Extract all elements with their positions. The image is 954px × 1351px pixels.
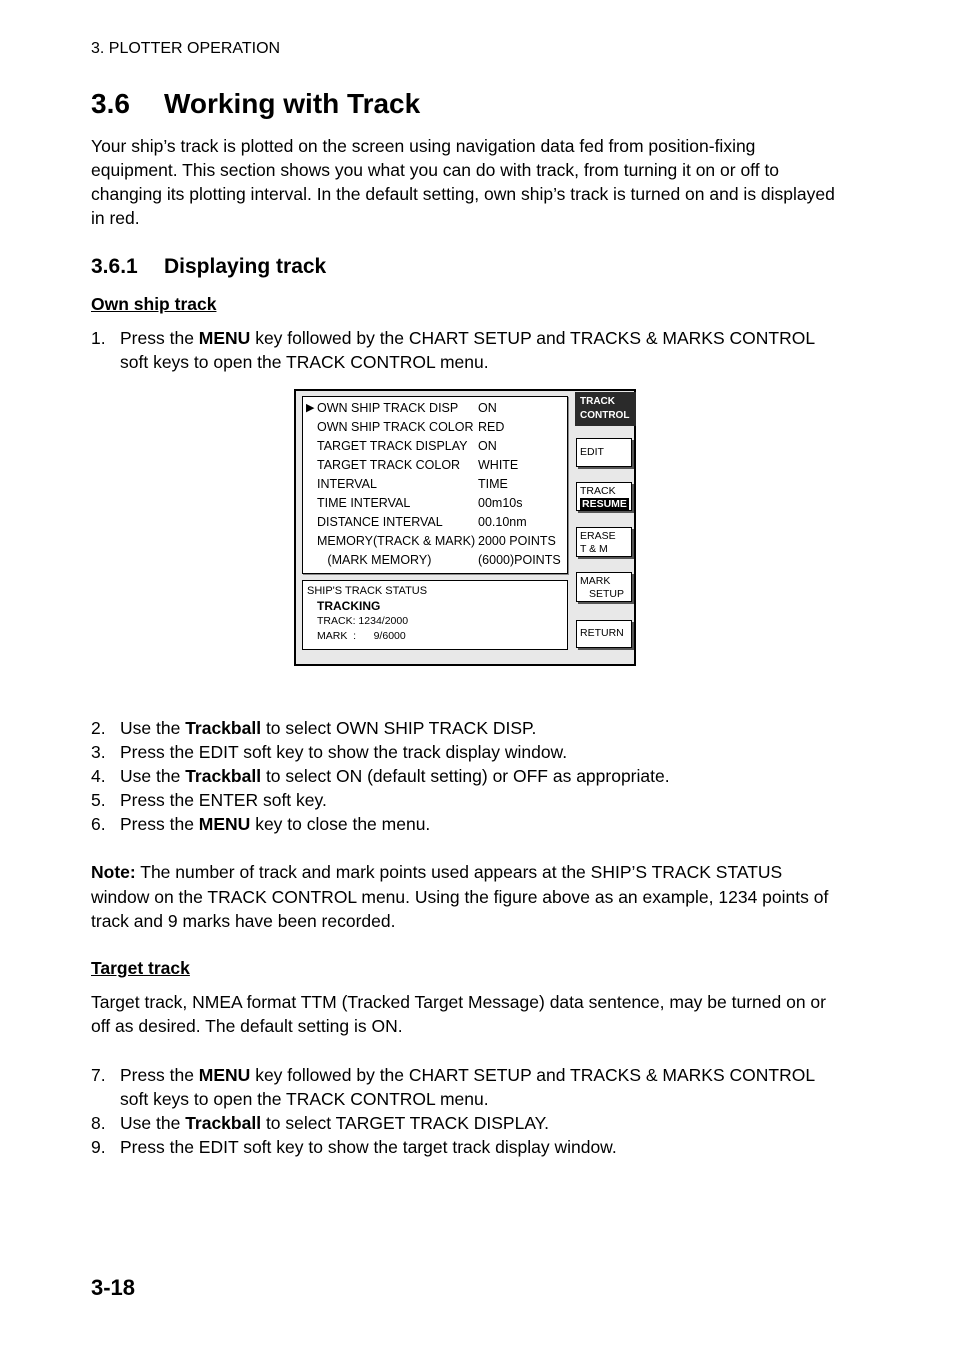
subsection-title: Displaying track xyxy=(164,255,327,278)
status-state: TRACKING xyxy=(317,599,381,613)
step-4: 4. Use the Trackball to select ON (default setting) or OFF as appropriate. xyxy=(91,766,670,786)
own-ship-track-heading: Own ship track xyxy=(91,294,217,314)
cursor-arrow-icon: ▶ xyxy=(306,402,315,414)
section-heading xyxy=(91,88,420,120)
erase-track-mark-softkey[interactable]: ERASE T & M xyxy=(576,527,632,557)
step-2: 2. Use the Trackball to select OWN SHIP TRACK DISP. xyxy=(91,718,537,738)
step-8: 8. Use the Trackball to select TARGET TRACK DISPLAY. xyxy=(91,1113,549,1133)
section-title: Working with Track xyxy=(164,88,421,119)
track-resume-softkey[interactable]: TRACK RESUME xyxy=(576,482,632,511)
status-mark: MARK : 9/6000 xyxy=(317,630,406,642)
return-softkey[interactable]: RETURN xyxy=(576,620,632,648)
menu-list: ▶ OWN SHIP TRACK DISP ON OWN SHIP TRACK COLOR RED TARGET TRACK DISPLAY ON TARGET TRACK COLOR WHITE INTERVAL TIME TIME INTERVAL 00m10s DISTANCE INTERVAL 00.10nm MEMORY(TRACK & MARK) 2000 POINTS (MARK MEMORY) (6000)POINTS xyxy=(302,396,568,574)
step-1: 1. Press the MENU key followed by the CHART SETUP and TRACKS & MARKS CONTROL soft keys to open the TRACK CONTROL menu. xyxy=(91,328,815,372)
note-paragraph: Note: The number of track and mark points used appears at the SHIP’S TRACK STATUS window on the TRACK CONTROL menu. Using the figure above as an example, 1234 points of track and 9 marks have been recorded. xyxy=(91,862,829,931)
track-status-window xyxy=(302,580,568,650)
step-9: 9. Press the EDIT soft key to show the target track display window. xyxy=(91,1137,617,1157)
subsection-heading xyxy=(91,255,326,279)
step-7: 7. Press the MENU key followed by the CHART SETUP and TRACKS & MARKS CONTROL soft keys to open the TRACK CONTROL menu. xyxy=(91,1065,815,1109)
status-title: SHIP'S TRACK STATUS xyxy=(307,585,428,597)
step-6: 6. Press the MENU key to close the menu. xyxy=(91,814,431,834)
mark-setup-softkey[interactable]: MARK SETUP xyxy=(576,572,632,602)
target-track-heading: Target track xyxy=(91,958,190,978)
step-3: 3. Press the EDIT soft key to show the track display window. xyxy=(91,742,568,762)
intro-paragraph: Your ship’s track is plotted on the screen using navigation data fed from position-fixing equipment. This section shows you what you can do with track, from turning it on or off to changing its plotting interval. In the default setting, own ship’s track is turned on and is displayed in red. xyxy=(91,136,835,228)
note-label: Note: xyxy=(91,862,136,882)
softkey-menu-title: TRACK CONTROL xyxy=(575,392,636,426)
page-number: 3-18 xyxy=(91,1275,136,1300)
edit-softkey[interactable]: EDIT xyxy=(576,438,632,467)
subsection-number: 3.6.1 xyxy=(91,255,138,278)
step-5: 5. Press the ENTER soft key. xyxy=(91,790,327,810)
track-control-menu-figure xyxy=(294,389,636,666)
status-track: TRACK: 1234/2000 xyxy=(317,615,409,627)
target-track-paragraph: Target track, NMEA format TTM (Tracked Target Message) data sentence, may be turned on or off as desired. The default setting is ON. xyxy=(91,992,826,1036)
running-head: 3. PLOTTER OPERATION xyxy=(91,40,281,57)
section-number: 3.6 xyxy=(91,88,130,119)
